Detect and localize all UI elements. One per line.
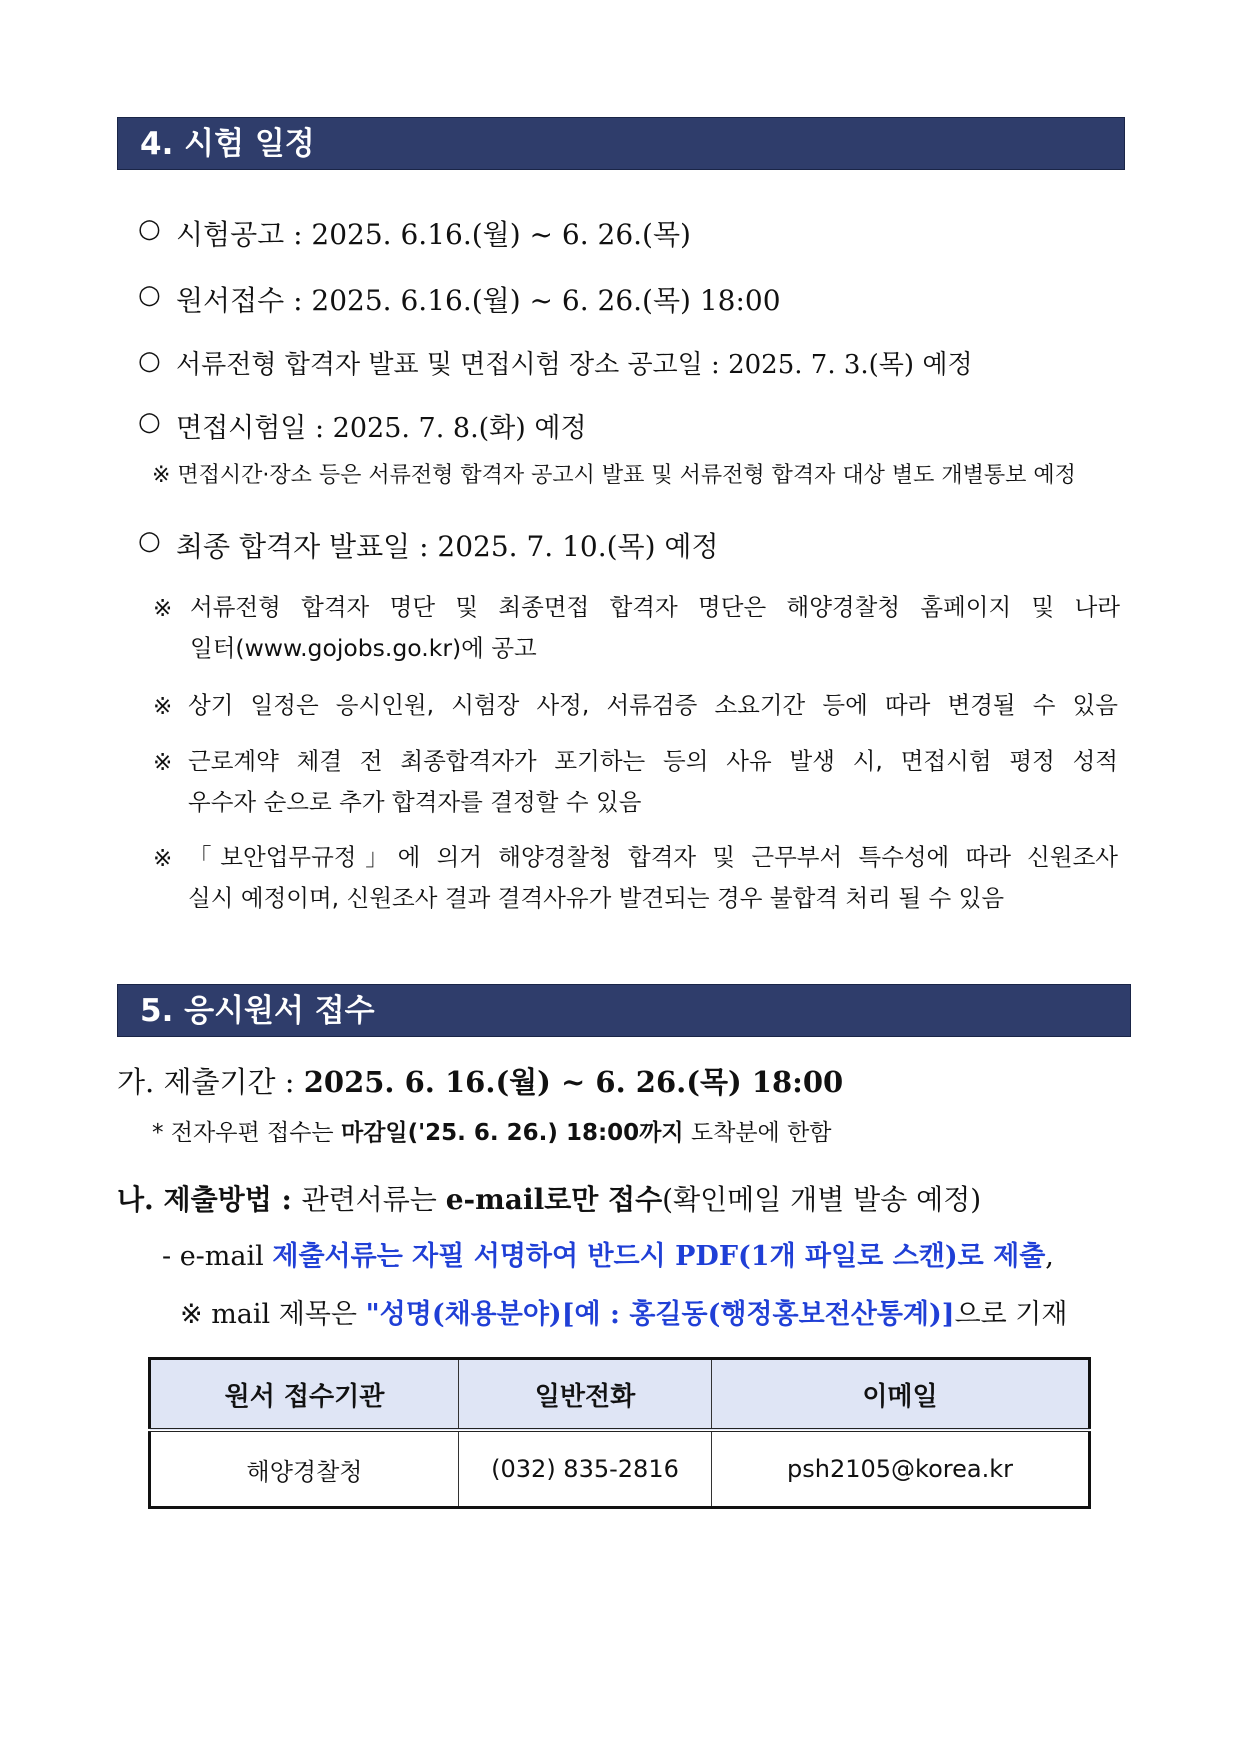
schedule-interview-item: 면접시험일 : 2025. 7. 8.(화) 예정 (176, 413, 587, 444)
note-mark: ※ (153, 596, 173, 622)
table-header-agency: 원서 접수기관 (150, 1359, 459, 1431)
email-instruction-highlight: 제출서류는 자필 서명하여 반드시 PDF(1개 파일로 스캔)로 제출 (272, 1241, 1046, 1272)
subject-prefix: ※ mail 제목은 (180, 1299, 366, 1330)
agency-cell: 해양경찰청 (150, 1430, 459, 1508)
note-line: 우수자 순으로 추가 합격자를 결정할 수 있음 (188, 788, 642, 816)
bullet-marker: ○ (138, 280, 161, 310)
note-line: 「보안업무규정」에 의거 해양경찰청 합격자 및 근무부서 특수성에 따라 신원조사 (188, 843, 1118, 871)
method-plain: 관련서류는 (301, 1183, 446, 1216)
email-instruction (162, 1234, 1054, 1273)
note-mark: ※ (153, 694, 173, 720)
submission-method (117, 1178, 981, 1218)
period-note-suffix: 도착분에 한함 (683, 1120, 832, 1146)
email-instruction-suffix: , (1045, 1241, 1054, 1272)
bullet-marker: ○ (138, 407, 161, 437)
note-line: 상기 일정은 응시인원, 시험장 사정, 서류검증 소요기간 등에 따라 변경될 수 있음 (188, 691, 1118, 719)
bullet-marker: ○ (138, 214, 161, 244)
note-line: 근로계약 체결 전 최종합격자가 포기하는 등의 사유 발생 시, 면접시험 평정 성적 (188, 747, 1118, 775)
submission-period (117, 1060, 843, 1101)
bullet-marker: ○ (138, 526, 161, 556)
section-4-header: 4. 시험 일정 (117, 117, 1125, 170)
subject-suffix: 으로 기재 (954, 1299, 1068, 1330)
note-additional-pass (188, 741, 1118, 823)
subject-format-highlight: "성명(채용분야)[예 : 홍길동(행정홍보전산통계)] (365, 1299, 955, 1330)
method-plain: (확인메일 개별 발송 예정) (662, 1183, 982, 1216)
schedule-notice-item: 시험공고 : 2025. 6.16.(월) ~ 6. 26.(목) (176, 218, 691, 251)
email-instruction-prefix: - e-mail (162, 1241, 273, 1272)
section-5-header: 5. 응시원서 접수 (117, 984, 1131, 1037)
note-mark: ※ (153, 846, 173, 872)
schedule-document-result-item: 서류전형 합격자 발표 및 면접시험 장소 공고일 : 2025. 7. 3.(목) 예정 (176, 350, 973, 380)
schedule-final-result-item: 최종 합격자 발표일 : 2025. 7. 10.(목) 예정 (176, 530, 719, 563)
table-header-row (150, 1359, 1090, 1431)
note-background-check (188, 837, 1118, 919)
period-note-prefix: * 전자우편 접수는 (152, 1120, 341, 1146)
submission-period-label: 가. 제출기간 : (117, 1065, 304, 1099)
submission-method-label: 나. 제출방법 : (117, 1183, 302, 1216)
table-row (150, 1430, 1090, 1508)
submission-period-note (152, 1114, 832, 1147)
contact-table (148, 1357, 1091, 1509)
note-schedule-change (188, 685, 1118, 726)
phone-cell: (032) 835-2816 (459, 1430, 712, 1508)
schedule-application-item: 원서접수 : 2025. 6.16.(월) ~ 6. 26.(목) 18:00 (176, 284, 781, 317)
note-announcement (190, 587, 1120, 669)
note-line: 서류전형 합격자 명단 및 최종면접 합격자 명단은 해양경찰청 홈페이지 및 나라 (190, 593, 1120, 621)
email-subject-instruction (180, 1292, 1067, 1331)
note-line: 실시 예정이며, 신원조사 결과 결격사유가 발견되는 경우 불합격 처리 될 수 있음 (188, 884, 1005, 912)
table-header-phone: 일반전화 (459, 1359, 712, 1431)
table-header-email: 이메일 (712, 1359, 1090, 1431)
interview-note: ※ 면접시간·장소 등은 서류전형 합격자 공고시 발표 및 서류전형 합격자 대상 별도 개별통보 예정 (152, 463, 1076, 488)
bullet-marker: ○ (138, 346, 161, 376)
period-note-deadline: 마감일('25. 6. 26.) 18:00까지 (340, 1120, 684, 1146)
email-cell[interactable]: psh2105@korea.kr (712, 1430, 1090, 1508)
note-mark: ※ (153, 750, 173, 776)
note-line: 일터(www.gojobs.go.kr)에 공고 (190, 634, 537, 662)
method-email-only: e-mail로만 접수 (445, 1183, 663, 1216)
submission-period-value: 2025. 6. 16.(월) ~ 6. 26.(목) 18:00 (303, 1065, 844, 1099)
